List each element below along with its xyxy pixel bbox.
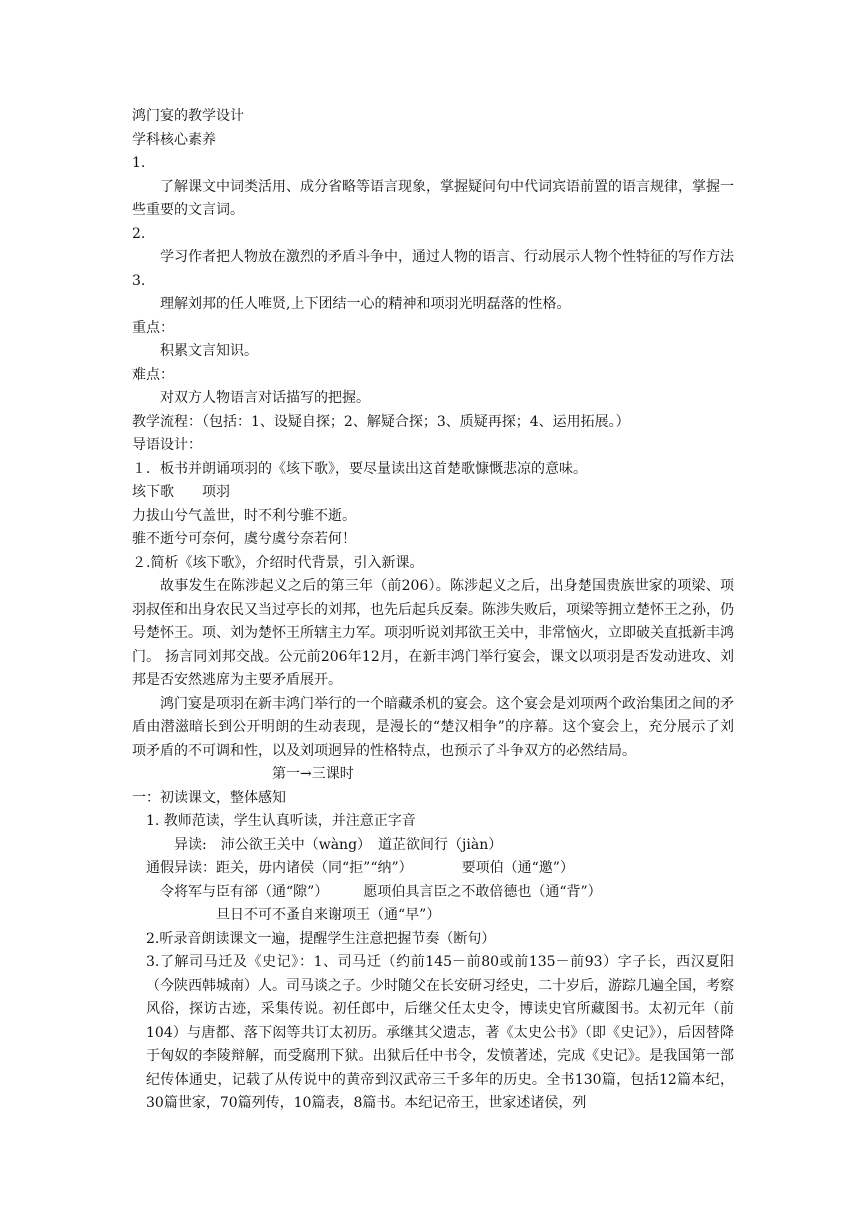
step-two: ２.简析《垓下歌》，介绍时代背景，引入新课。	[132, 554, 424, 571]
poem-title: 垓下歌 项羽	[132, 484, 230, 500]
teaching-process: 教学流程：（包括：1、设疑自探；2、解疑合探；3、质疑再探；4、运用拓展。）	[132, 413, 630, 430]
tongjia-line: 令将军与臣有郤（通“隙”） 愿项伯具言臣之不敢倍德也（通“背”）	[160, 883, 602, 900]
pronunciation-line: 异读: 沛公欲王关中（wàng） 道芷欲间行（jiàn）	[174, 836, 503, 853]
tongjia-line: 通假异读：距关，毋内诸侯（同“拒”“纳”） 要项伯（通“邀”）	[146, 860, 574, 876]
objective-number: 3.	[132, 272, 146, 289]
objective-text: 了解课文中词类活用、成分省略等语言现象，掌握疑问句中代词宾语前置的语言规律，掌握一些重要的文言词。	[132, 178, 734, 218]
list-item: 2.听录音朗读课文一遍，提醒学生注意把握节奏（断句）	[146, 930, 496, 947]
difficulty-label: 难点：	[132, 366, 174, 383]
background-paragraph: 故事发生在陈涉起义之后的第三年（前206）。陈涉起义之后，出身楚国贵族世家的项梁、项羽叔侄和出身农民又当过亭长的刘邦，也先后起兵反秦。陈涉失败后，项梁等拥立楚怀王之孙，仍号楚怀王。项、刘为楚怀王所辖主力军。项羽听说刘邦欲王关中，非常恼火，立即破关直抵新丰鸿门。 扬言同刘邦交战。公元前206年12月，在新丰鸿门举行宴会，课文以项羽是否发动进攻、刘邦是否安然逃席为主要矛盾展开。	[132, 578, 734, 688]
objective-number: 2.	[132, 225, 146, 242]
section-heading: 一：初读课文，整体感知	[132, 789, 286, 806]
key-point-label: 重点：	[132, 319, 174, 336]
list-item: 1. 教师范读，学生认真听读，并注意正字音	[146, 813, 416, 829]
objective-text: 学习作者把人物放在激烈的矛盾斗争中，通过人物的语言、行动展示人物个性特征的写作方法	[160, 249, 734, 265]
objective-text: 理解刘邦的任人唯贤,上下团结一心的精神和项羽光明磊落的性格。	[160, 296, 571, 312]
tongjia-line: 旦日不可不蚤自来谢项王（通“早”）	[216, 907, 441, 923]
objective-number: 1.	[132, 155, 146, 171]
lesson-heading: 第一→三课时	[272, 766, 354, 782]
difficulty-text: 对双方人物语言对话描写的把握。	[160, 390, 370, 406]
background-paragraph: 鸿门宴是项羽在新丰鸿门举行的一个暗藏杀机的宴会。这个宴会是刘项两个政治集团之间的矛盾由潜滋暗长到公开明朗的生动表现，是漫长的“楚汉相争”的序幕。这个宴会上，充分展示了刘项矛盾的不可调和性，以及刘项迥异的性格特点，也预示了斗争双方的必然结局。	[132, 695, 734, 759]
intro-heading: 导语设计：	[132, 437, 202, 453]
document-title: 鸿门宴的教学设计	[132, 108, 244, 124]
poem-line: 骓不逝兮可奈何，虞兮虞兮奈若何！	[132, 531, 356, 547]
document-page	[132, 105, 734, 1116]
core-literacy-heading: 学科核心素养	[132, 131, 216, 148]
poem-line: 力拔山兮气盖世，时不利兮骓不逝。	[132, 507, 356, 524]
key-point-text: 积累文言知识。	[160, 343, 258, 359]
list-item: 3.了解司马迁及《史记》：1、司马迁（约前145－前80或前135－前93）字子长，西汉夏阳（今陕西韩城南）人。司马谈之子。少时随父在长安研习经史，二十岁后，游踪几遍全国，考察风俗，探访古迹，采集传说。初任郎中，后继父任太史令，博读史官所藏图书。太初元年（前104）与唐都、落下闳等共订太初历。承继其父遗志，著《太史公书》（即《史记》），后因替降于匈奴的李陵辩解，而受腐刑下狱。出狱后任中书令，发愤著述，完成《史记》。是我国第一部纪传体通史，记载了从传说中的黄帝到汉武帝三千多年的历史。全书130篇，包括12篇本纪，30篇世家，70篇列传，10篇表，8篇书。本纪记帝王，世家述诸侯，列	[146, 954, 734, 1111]
step-one: １．板书并朗诵项羽的《垓下歌》，要尽量读出这首楚歌慷慨悲凉的意味。	[132, 460, 587, 477]
